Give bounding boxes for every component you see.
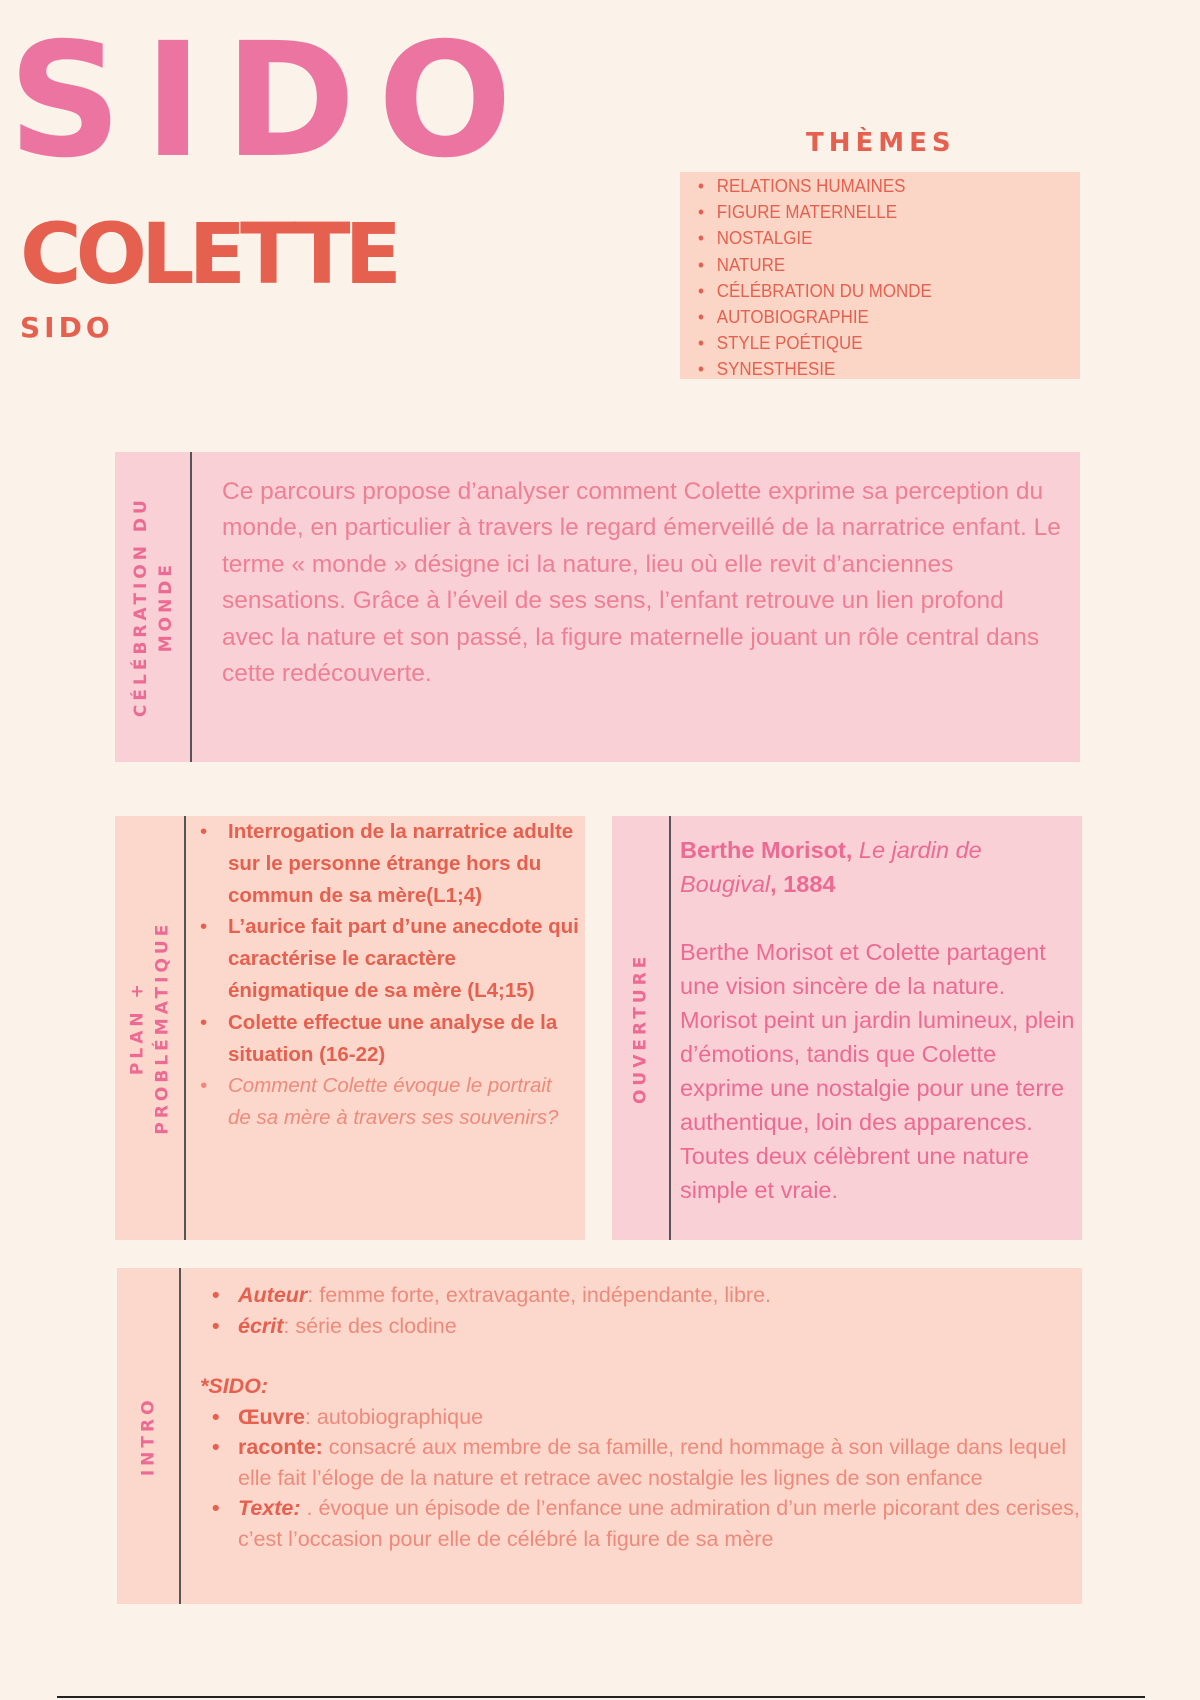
celebration-label-line2: MONDE xyxy=(155,561,176,653)
intro-side-label xyxy=(117,1268,180,1604)
artist-name: Berthe Morisot, xyxy=(680,837,853,863)
artwork-year: , 1884 xyxy=(770,871,836,897)
plan-item: • Interrogation de la narratrice adulte sur le personne étrange hors du commun de sa mère(L1;4) xyxy=(200,816,580,911)
artwork-caption xyxy=(680,833,1075,901)
celebration-divider xyxy=(190,452,192,762)
ecrit-value: : série des clodine xyxy=(283,1313,457,1338)
intro-divider xyxy=(179,1268,181,1604)
oeuvre-value: : autobiographique xyxy=(304,1404,484,1429)
ouverture-label: OUVERTURE xyxy=(630,952,651,1104)
theme-item: • NOSTALGIE xyxy=(698,225,1057,251)
bottom-rule xyxy=(57,1696,1145,1698)
intro-item-oeuvre xyxy=(200,1402,1080,1433)
celebration-side-label xyxy=(115,452,191,762)
oeuvre-key: Œuvre xyxy=(238,1404,305,1429)
intro-panel xyxy=(117,1268,1082,1604)
plan-side-label xyxy=(115,816,185,1240)
plan-panel xyxy=(115,816,585,1240)
celebration-label-line1: CÉLÉBRATION DU xyxy=(130,496,151,718)
intro-item-raconte xyxy=(200,1432,1080,1493)
plan-divider xyxy=(184,816,186,1240)
theme-item: • CÉLÉBRATION DU MONDE xyxy=(698,278,1057,304)
sido-heading: *SIDO: xyxy=(200,1374,269,1398)
theme-item: • NATURE xyxy=(698,252,1057,278)
book-subtitle: SIDO xyxy=(20,311,114,344)
texte-key: Texte: xyxy=(238,1496,301,1520)
ouverture-text: Berthe Morisot et Colette partagent une vision sincère de la nature. Morisot peint un jardin lumineux, plein d’émotions, tandis que Colette exprime une nostalgie pour une terre authentique, loin des apparences. Toutes deux célèbrent une nature simple et vraie. xyxy=(680,939,1075,1203)
ecrit-key: écrit xyxy=(238,1313,284,1338)
ouverture-panel xyxy=(612,816,1082,1240)
intro-item-texte xyxy=(200,1493,1080,1554)
plan-list xyxy=(200,816,580,1134)
raconte-key: raconte: xyxy=(238,1435,323,1459)
raconte-value: consacré aux membre de sa famille, rend hommage à son village dans lequel elle fait l’éloge de la nature et retrace avec nostalgie les lignes de son enfance xyxy=(238,1435,1067,1490)
themes-heading: THÈMES xyxy=(806,128,956,158)
theme-item: • SYNESTHESIE xyxy=(698,356,1057,382)
intro-sido-list xyxy=(200,1402,1080,1555)
author-name: COLETTE xyxy=(20,205,396,303)
artwork-title: Le jardin de Bougival xyxy=(680,837,982,897)
celebration-panel xyxy=(115,452,1080,762)
intro-content xyxy=(200,1280,1080,1554)
auteur-key: Auteur xyxy=(238,1283,308,1307)
theme-item: • AUTOBIOGRAPHIE xyxy=(698,304,1057,330)
page-title: SIDO xyxy=(8,9,535,193)
intro-author-list xyxy=(200,1280,1080,1341)
ouverture-divider xyxy=(669,816,671,1240)
texte-value: . évoque un épisode de l’enfance une admiration d’un merle picorant des cerises, c’est l’occasion pour elle de célébré la figure de sa mère xyxy=(238,1496,1080,1551)
theme-item: • STYLE POÉTIQUE xyxy=(698,330,1057,356)
theme-item: • FIGURE MATERNELLE xyxy=(698,199,1057,225)
plan-label-line2: PROBLÉMATIQUE xyxy=(152,921,173,1135)
intro-label: INTRO xyxy=(138,1396,159,1476)
plan-item: • Colette effectue une analyse de la situation (16-22) xyxy=(200,1007,580,1071)
auteur-value: : femme forte, extravagante, indépendante, libre. xyxy=(307,1283,772,1307)
intro-item-auteur xyxy=(200,1280,1080,1311)
plan-label-line1: PLAN + xyxy=(127,980,148,1076)
intro-item-ecrit xyxy=(200,1311,1080,1342)
celebration-text: Ce parcours propose d’analyser comment Colette exprime sa perception du monde, en particulier à travers le regard émerveillé de la narratrice enfant. Le terme « monde » désigne ici la nature, lieu où elle revit d’anciennes sensations. Grâce à l’éveil de ses sens, l’enfant retrouve un lien profond avec la nature et son passé, la figure maternelle jouant un rôle central dans cette redécouverte. xyxy=(222,478,1061,688)
plan-item: • L’aurice fait part d’une anecdote qui caractérise le caractère énigmatique de sa mère (L4;15) xyxy=(200,911,580,1006)
ouverture-side-label xyxy=(612,816,670,1240)
themes-list-box xyxy=(680,172,1080,379)
themes-list xyxy=(698,173,1080,383)
theme-item: • RELATIONS HUMAINES xyxy=(698,173,1057,199)
problematique-item: • Comment Colette évoque le portrait de sa mère à travers ses souvenirs? xyxy=(200,1070,580,1134)
